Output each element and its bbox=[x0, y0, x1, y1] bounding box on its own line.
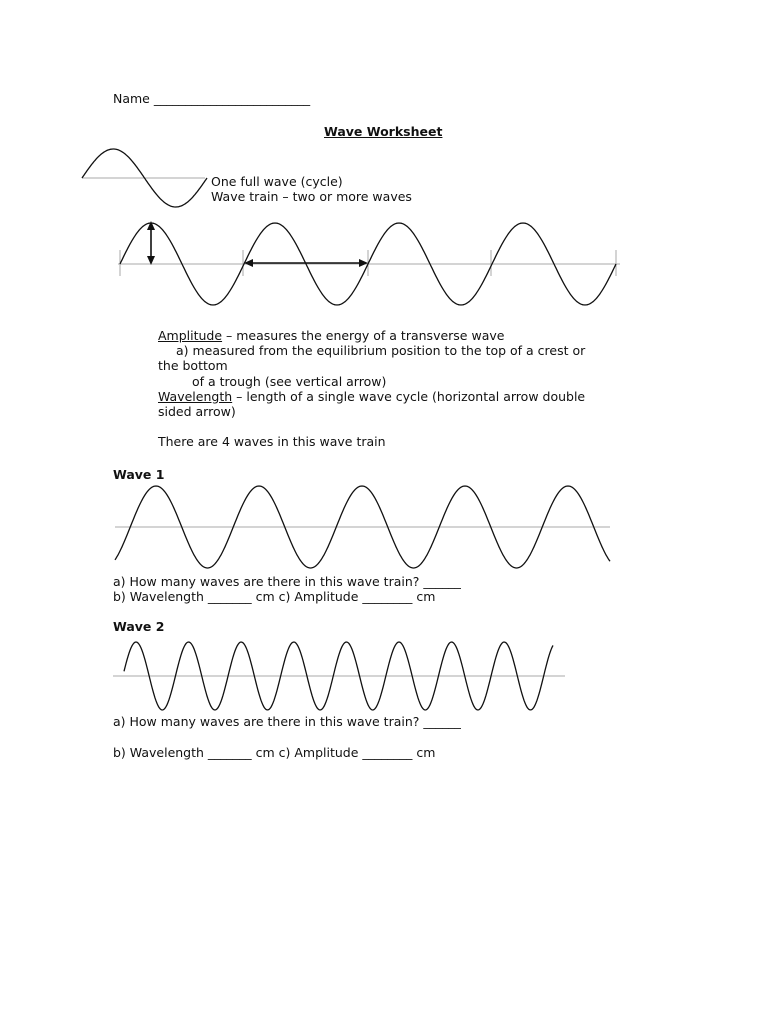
name-line: Name _________________________ bbox=[113, 91, 311, 106]
amplitude-a: a) measured from the equilibrium position to the top of a crest or the bottom bbox=[158, 343, 586, 374]
wavelength-term: Wavelength bbox=[158, 388, 233, 404]
amplitude-arrow bbox=[147, 221, 155, 265]
wave-count-note: There are 4 waves in this wave train bbox=[158, 434, 386, 450]
wave1-heading: Wave 1 bbox=[113, 467, 165, 482]
wavelength-arrow bbox=[244, 259, 368, 267]
page-title: Wave Worksheet bbox=[324, 124, 443, 139]
amplitude-continued: of a trough (see vertical arrow) bbox=[192, 373, 387, 389]
wave2-question-a: a) How many waves are there in this wave train? ______ bbox=[113, 714, 461, 729]
wave2-heading: Wave 2 bbox=[113, 619, 165, 634]
wavelength-text: – length of a single wave cycle (horizontal arrow double sided arrow) bbox=[158, 388, 586, 420]
wave2-question-bc: b) Wavelength _______ cm c) Amplitude ________ cm bbox=[113, 745, 436, 760]
wave1-question-bc: b) Wavelength _______ cm c) Amplitude ________ cm bbox=[113, 589, 436, 604]
wave1-question-a: a) How many waves are there in this wave train? ______ bbox=[113, 574, 461, 589]
full-wave-label: One full wave (cycle) bbox=[211, 174, 343, 189]
wave-train-label: Wave train – two or more waves bbox=[211, 189, 412, 204]
amplitude-text: – measures the energy of a transverse wave bbox=[222, 328, 505, 343]
amplitude-term: Amplitude bbox=[158, 328, 223, 343]
